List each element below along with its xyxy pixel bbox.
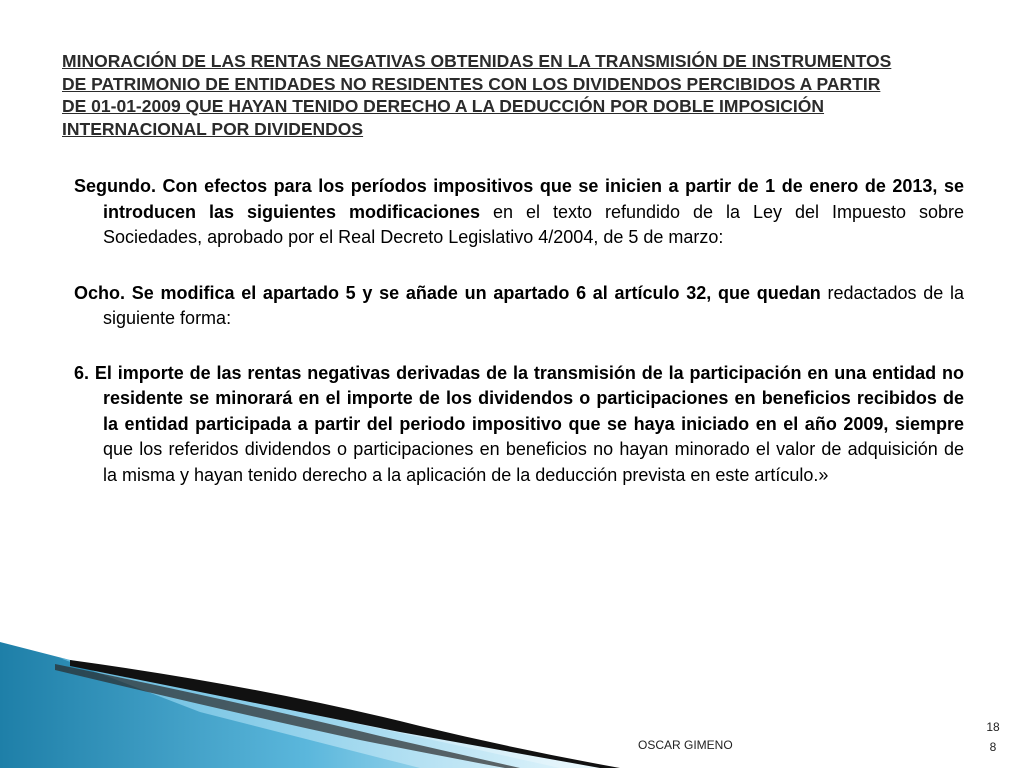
page-number-line-2: 8	[989, 740, 997, 754]
paragraph-article-6-text: que los referidos dividendos o participaciones en beneficios no hayan minorado el valor de adquisición de la misma y hayan tenido derecho a la aplicación de la deducción prevista en este artículo.»	[103, 439, 964, 485]
footer-author: OSCAR GIMENO	[638, 738, 733, 752]
title-line-1: MINORACIÓN DE LAS RENTAS NEGATIVAS OBTENIDAS EN LA TRANSMISIÓN DE INSTRUMENTOS	[62, 51, 892, 71]
paragraph-ocho-text: redactados de la siguiente forma:	[103, 282, 965, 328]
decorative-wave-graphic	[0, 640, 700, 768]
paragraph-ocho	[74, 281, 964, 332]
title-line-4: INTERNACIONAL POR DIVIDENDOS	[62, 118, 364, 139]
paragraph-ocho-bold: Ocho. Se modifica el apartado 5 y se añade un apartado 6 al artículo 32, que quedan	[74, 282, 821, 303]
slide-body	[74, 174, 964, 488]
page-number-line-1: 18	[986, 720, 1000, 734]
title-line-3: DE 01-01-2009 QUE HAYAN TENIDO DERECHO A LA DEDUCCIÓN POR DOBLE IMPOSICIÓN	[62, 96, 825, 116]
slide-title	[62, 50, 962, 140]
paragraph-segundo	[74, 174, 964, 251]
paragraph-segundo-bold: Segundo. Con efectos para los períodos impositivos que se inicien a partir de 1 de enero de 2013, se introducen las siguientes modificaciones	[74, 176, 964, 222]
paragraph-article-6-bold: 6. El importe de las rentas negativas derivadas de la transmisión de la participación en una entidad no residente se minorará en el importe de los dividendos o participaciones en beneficios recibidos de la entidad participada a partir del periodo impositivo que se haya iniciado en el año 2009, siempre	[74, 362, 964, 434]
paragraph-article-6	[74, 361, 964, 489]
title-line-2: DE PATRIMONIO DE ENTIDADES NO RESIDENTES CON LOS DIVIDENDOS PERCIBIDOS A PARTIR	[62, 73, 881, 94]
paragraph-segundo-text: en el texto refundido de la Ley del Impuesto sobre Sociedades, aprobado por el Real Decreto Legislativo 4/2004, de 5 de marzo:	[103, 201, 965, 247]
page-number	[983, 717, 1003, 757]
